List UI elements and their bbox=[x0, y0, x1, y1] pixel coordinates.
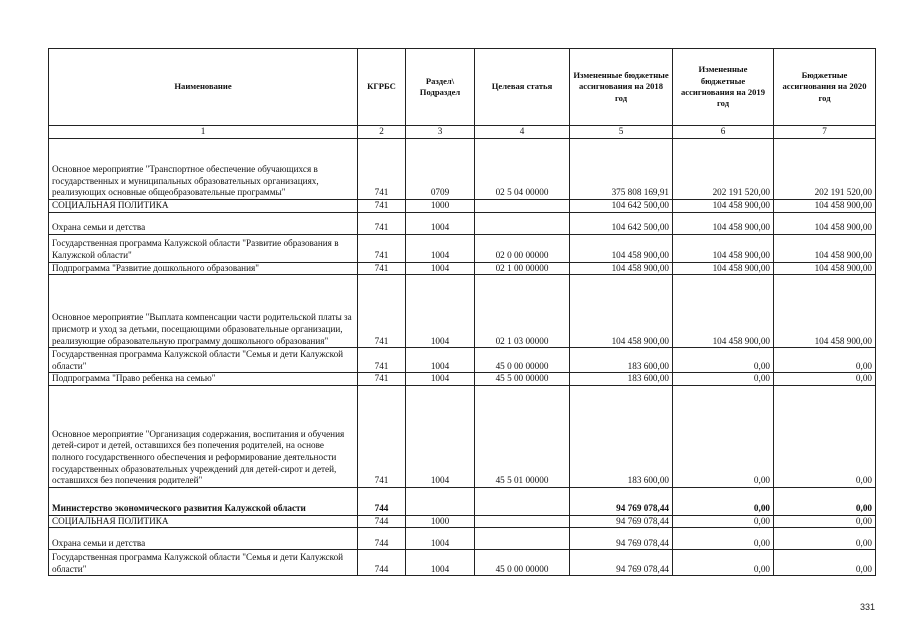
row-2018: 183 600,00 bbox=[570, 373, 673, 386]
column-number: 5 bbox=[570, 126, 673, 139]
row-2020: 104 458 900,00 bbox=[774, 200, 876, 213]
table-row bbox=[49, 275, 876, 348]
row-kgrbs: 741 bbox=[358, 385, 406, 487]
page-number: 331 bbox=[860, 602, 876, 612]
row-2019: 0,00 bbox=[673, 373, 774, 386]
header-2019: Измененные бюджетные ассигнования на 2019 год bbox=[673, 49, 774, 126]
table-row bbox=[49, 550, 876, 576]
row-name: Основное мероприятие "Выплата компенсации части родительской платы за присмотр и уход за детьми, посещающими образовательные организации, реализующие образовательную программу дошкольного образования" bbox=[49, 275, 358, 348]
row-name: Охрана семьи и детства bbox=[49, 528, 358, 550]
table-row bbox=[49, 234, 876, 262]
row-2019: 0,00 bbox=[673, 348, 774, 373]
table-row bbox=[49, 139, 876, 200]
row-kgrbs: 744 bbox=[358, 515, 406, 528]
row-2019: 104 458 900,00 bbox=[673, 234, 774, 262]
row-2020: 0,00 bbox=[774, 550, 876, 576]
row-2019: 104 458 900,00 bbox=[673, 212, 774, 234]
row-2020: 202 191 520,00 bbox=[774, 139, 876, 200]
row-2018: 375 808 169,91 bbox=[570, 139, 673, 200]
header-target: Целевая статья bbox=[475, 49, 570, 126]
table-row bbox=[49, 385, 876, 487]
row-2018: 94 769 078,44 bbox=[570, 515, 673, 528]
row-2020: 0,00 bbox=[774, 348, 876, 373]
row-section: 1004 bbox=[406, 275, 475, 348]
row-name: СОЦИАЛЬНАЯ ПОЛИТИКА bbox=[49, 200, 358, 213]
row-kgrbs: 744 bbox=[358, 528, 406, 550]
table-row bbox=[49, 528, 876, 550]
row-2019: 202 191 520,00 bbox=[673, 139, 774, 200]
row-section: 1004 bbox=[406, 373, 475, 386]
row-2019: 0,00 bbox=[673, 515, 774, 528]
row-section bbox=[406, 487, 475, 515]
row-2018: 104 642 500,00 bbox=[570, 200, 673, 213]
header-2020: Бюджетные ассигнования на 2020 год bbox=[774, 49, 876, 126]
table-row bbox=[49, 373, 876, 386]
row-kgrbs: 741 bbox=[358, 348, 406, 373]
row-2019: 0,00 bbox=[673, 550, 774, 576]
row-2020: 0,00 bbox=[774, 373, 876, 386]
row-name: Основное мероприятие "Транспортное обеспечение обучающихся в государственных и муниципальных образовательных организациях, реализующих основные общеобразовательные программы" bbox=[49, 139, 358, 200]
row-2019: 0,00 bbox=[673, 528, 774, 550]
row-2019: 0,00 bbox=[673, 487, 774, 515]
row-section: 1000 bbox=[406, 200, 475, 213]
row-target: 45 5 01 00000 bbox=[475, 385, 570, 487]
row-section: 1004 bbox=[406, 212, 475, 234]
table-row bbox=[49, 348, 876, 373]
row-name: СОЦИАЛЬНАЯ ПОЛИТИКА bbox=[49, 515, 358, 528]
row-target bbox=[475, 487, 570, 515]
row-2018: 183 600,00 bbox=[570, 348, 673, 373]
row-section: 1004 bbox=[406, 550, 475, 576]
table-row bbox=[49, 262, 876, 275]
row-name: Основное мероприятие "Организация содержания, воспитания и обучения детей-сирот и детей, оставшихся без попечения родителей, на основе полного государственного обеспечения и реформирование деятельности государственных образовательных учреждений для детей-сирот и детей, оставшихся без попечения родителей" bbox=[49, 385, 358, 487]
row-target: 02 1 03 00000 bbox=[475, 275, 570, 348]
row-2018: 94 769 078,44 bbox=[570, 528, 673, 550]
row-name: Государственная программа Калужской области "Семья и дети Калужской области" bbox=[49, 550, 358, 576]
row-section: 0709 bbox=[406, 139, 475, 200]
column-number: 6 bbox=[673, 126, 774, 139]
row-2018: 94 769 078,44 bbox=[570, 550, 673, 576]
row-name: Охрана семьи и детства bbox=[49, 212, 358, 234]
row-2020: 104 458 900,00 bbox=[774, 275, 876, 348]
row-name: Министерство экономического развития Калужской области bbox=[49, 487, 358, 515]
row-name: Подпрограмма "Развитие дошкольного образования" bbox=[49, 262, 358, 275]
budget-table bbox=[48, 48, 876, 576]
table-row bbox=[49, 515, 876, 528]
row-section: 1004 bbox=[406, 385, 475, 487]
row-kgrbs: 741 bbox=[358, 200, 406, 213]
row-2020: 0,00 bbox=[774, 515, 876, 528]
row-2020: 104 458 900,00 bbox=[774, 234, 876, 262]
row-kgrbs: 741 bbox=[358, 234, 406, 262]
column-number: 1 bbox=[49, 126, 358, 139]
table-row bbox=[49, 212, 876, 234]
row-2018: 104 642 500,00 bbox=[570, 212, 673, 234]
row-2020: 104 458 900,00 bbox=[774, 262, 876, 275]
row-target bbox=[475, 212, 570, 234]
row-target bbox=[475, 200, 570, 213]
table-row bbox=[49, 487, 876, 515]
row-kgrbs: 744 bbox=[358, 550, 406, 576]
row-target: 02 0 00 00000 bbox=[475, 234, 570, 262]
row-2018: 183 600,00 bbox=[570, 385, 673, 487]
header-2018: Измененные бюджетные ассигнования на 2018 год bbox=[570, 49, 673, 126]
column-number: 7 bbox=[774, 126, 876, 139]
row-kgrbs: 744 bbox=[358, 487, 406, 515]
row-name: Государственная программа Калужской области "Семья и дети Калужской области" bbox=[49, 348, 358, 373]
row-name: Подпрограмма "Право ребенка на семью" bbox=[49, 373, 358, 386]
header-kgrbs: КГРБС bbox=[358, 49, 406, 126]
row-2020: 0,00 bbox=[774, 385, 876, 487]
row-2020: 104 458 900,00 bbox=[774, 212, 876, 234]
row-section: 1004 bbox=[406, 234, 475, 262]
row-2018: 94 769 078,44 bbox=[570, 487, 673, 515]
row-kgrbs: 741 bbox=[358, 275, 406, 348]
row-target: 02 5 04 00000 bbox=[475, 139, 570, 200]
header-name: Наименование bbox=[49, 49, 358, 126]
column-number: 4 bbox=[475, 126, 570, 139]
row-2019: 104 458 900,00 bbox=[673, 275, 774, 348]
row-section: 1004 bbox=[406, 348, 475, 373]
row-2020: 0,00 bbox=[774, 528, 876, 550]
row-target bbox=[475, 528, 570, 550]
row-2018: 104 458 900,00 bbox=[570, 234, 673, 262]
column-number: 3 bbox=[406, 126, 475, 139]
row-target: 45 5 00 00000 bbox=[475, 373, 570, 386]
row-section: 1000 bbox=[406, 515, 475, 528]
row-target: 02 1 00 00000 bbox=[475, 262, 570, 275]
row-2019: 0,00 bbox=[673, 385, 774, 487]
table-row bbox=[49, 200, 876, 213]
column-number: 2 bbox=[358, 126, 406, 139]
row-2018: 104 458 900,00 bbox=[570, 262, 673, 275]
row-2019: 104 458 900,00 bbox=[673, 262, 774, 275]
row-section: 1004 bbox=[406, 528, 475, 550]
row-kgrbs: 741 bbox=[358, 212, 406, 234]
header-section: Раздел\ Подраздел bbox=[406, 49, 475, 126]
row-section: 1004 bbox=[406, 262, 475, 275]
row-2018: 104 458 900,00 bbox=[570, 275, 673, 348]
row-2020: 0,00 bbox=[774, 487, 876, 515]
row-name: Государственная программа Калужской области "Развитие образования в Калужской области" bbox=[49, 234, 358, 262]
row-kgrbs: 741 bbox=[358, 373, 406, 386]
row-kgrbs: 741 bbox=[358, 139, 406, 200]
row-2019: 104 458 900,00 bbox=[673, 200, 774, 213]
row-target: 45 0 00 00000 bbox=[475, 550, 570, 576]
row-target bbox=[475, 515, 570, 528]
row-target: 45 0 00 00000 bbox=[475, 348, 570, 373]
row-kgrbs: 741 bbox=[358, 262, 406, 275]
